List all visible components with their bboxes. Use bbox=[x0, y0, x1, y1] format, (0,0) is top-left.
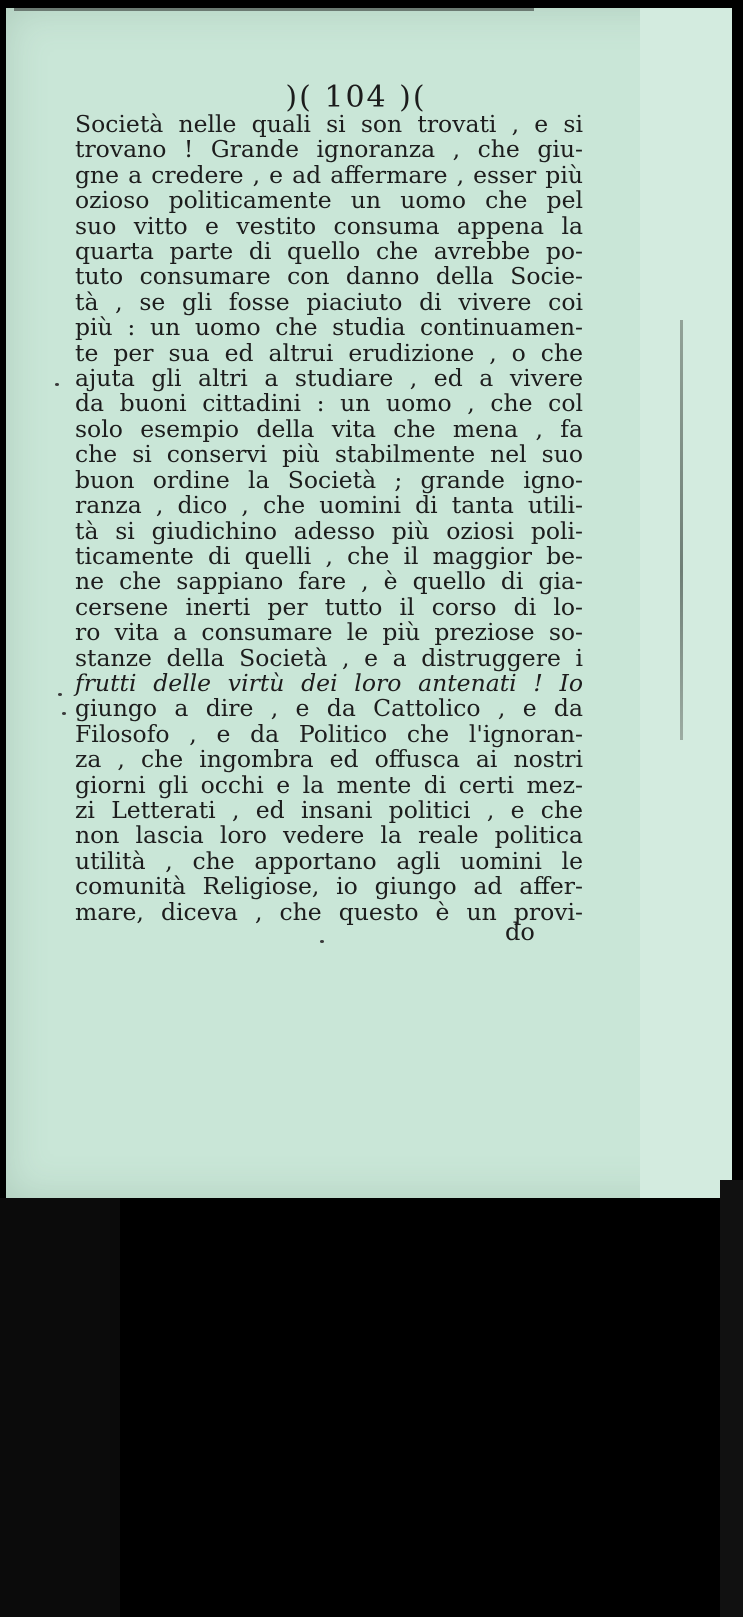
text-line: solo esempio della vita che mena , fa bbox=[75, 414, 583, 443]
text-line: ro vita a consumare le più preziose so- bbox=[75, 618, 583, 647]
text-line: gne a credere , e ad affermare , esser più bbox=[75, 160, 583, 189]
ink-speck bbox=[320, 940, 324, 943]
page-top-edge bbox=[14, 8, 534, 11]
scan-right-shadow bbox=[720, 1180, 743, 1617]
text-line: mare, diceva , che questo è un provi- bbox=[75, 897, 583, 926]
text-line: cersene inerti per tutto il corso di lo- bbox=[75, 592, 583, 621]
text-line: za , che ingombra ed offusca ai nostri bbox=[75, 745, 583, 774]
text-line: ranza , dico , che uomini di tanta utili- bbox=[75, 491, 583, 520]
text-line: te per sua ed altrui erudizione , o che bbox=[75, 338, 583, 367]
scan-bottom-shadow bbox=[0, 1198, 120, 1617]
text-line: ticamente di quelli , che il maggior be- bbox=[75, 541, 583, 570]
page-right-edge bbox=[640, 8, 732, 1198]
text-line: Società nelle quali si son trovati , e si bbox=[75, 110, 583, 138]
text-line: tuto consumare con danno della Socie- bbox=[75, 262, 583, 291]
text-line: zi Letterati , ed insani politici , e che bbox=[75, 795, 583, 824]
text-line: ozioso politicamente un uomo che pel bbox=[75, 186, 583, 215]
text-line: Filosofo , e da Politico che l'ignoran- bbox=[75, 719, 583, 748]
text-line: ajuta gli altri a studiare , ed a vivere bbox=[75, 364, 583, 393]
text-line: non lascia loro vedere la reale politica bbox=[75, 821, 583, 850]
binding-shadow bbox=[680, 320, 683, 740]
text-line: comunità Religiose, io giungo ad affer- bbox=[75, 872, 583, 901]
text-line: che si conservi più stabilmente nel suo bbox=[75, 440, 583, 469]
text-line: ne che sappiano fare , è quello di gia- bbox=[75, 567, 583, 596]
ink-speck bbox=[62, 712, 66, 715]
ink-speck bbox=[58, 693, 62, 696]
text-line: stanze della Società , e a distruggere i bbox=[75, 643, 583, 672]
text-line: più : un uomo che studia continuamen- bbox=[75, 313, 583, 342]
text-line: suo vitto e vestito consuma appena la bbox=[75, 211, 583, 240]
text-line: trovano ! Grande ignoranza , che giu- bbox=[75, 135, 583, 164]
text-line: frutti delle virtù dei loro antenati ! Io bbox=[75, 668, 583, 697]
catchword: do bbox=[505, 918, 535, 946]
page-number: )( 104 )( bbox=[285, 80, 427, 115]
text-line: tà si giudichino adesso più oziosi poli- bbox=[75, 516, 583, 545]
text-line: utilità , che apportano agli uomini le bbox=[75, 846, 583, 875]
text-line: da buoni cittadini : un uomo , che col bbox=[75, 389, 583, 418]
text-line: tà , se gli fosse piaciuto di vivere coi bbox=[75, 287, 583, 316]
text-line: giorni gli occhi e la mente di certi mez- bbox=[75, 770, 583, 799]
body-text bbox=[75, 112, 583, 925]
text-line: buon ordine la Società ; grande igno- bbox=[75, 465, 583, 494]
ink-speck bbox=[55, 383, 59, 386]
text-line: giungo a dire , e da Cattolico , e da bbox=[75, 694, 583, 723]
text-line: quarta parte di quello che avrebbe po- bbox=[75, 237, 583, 266]
